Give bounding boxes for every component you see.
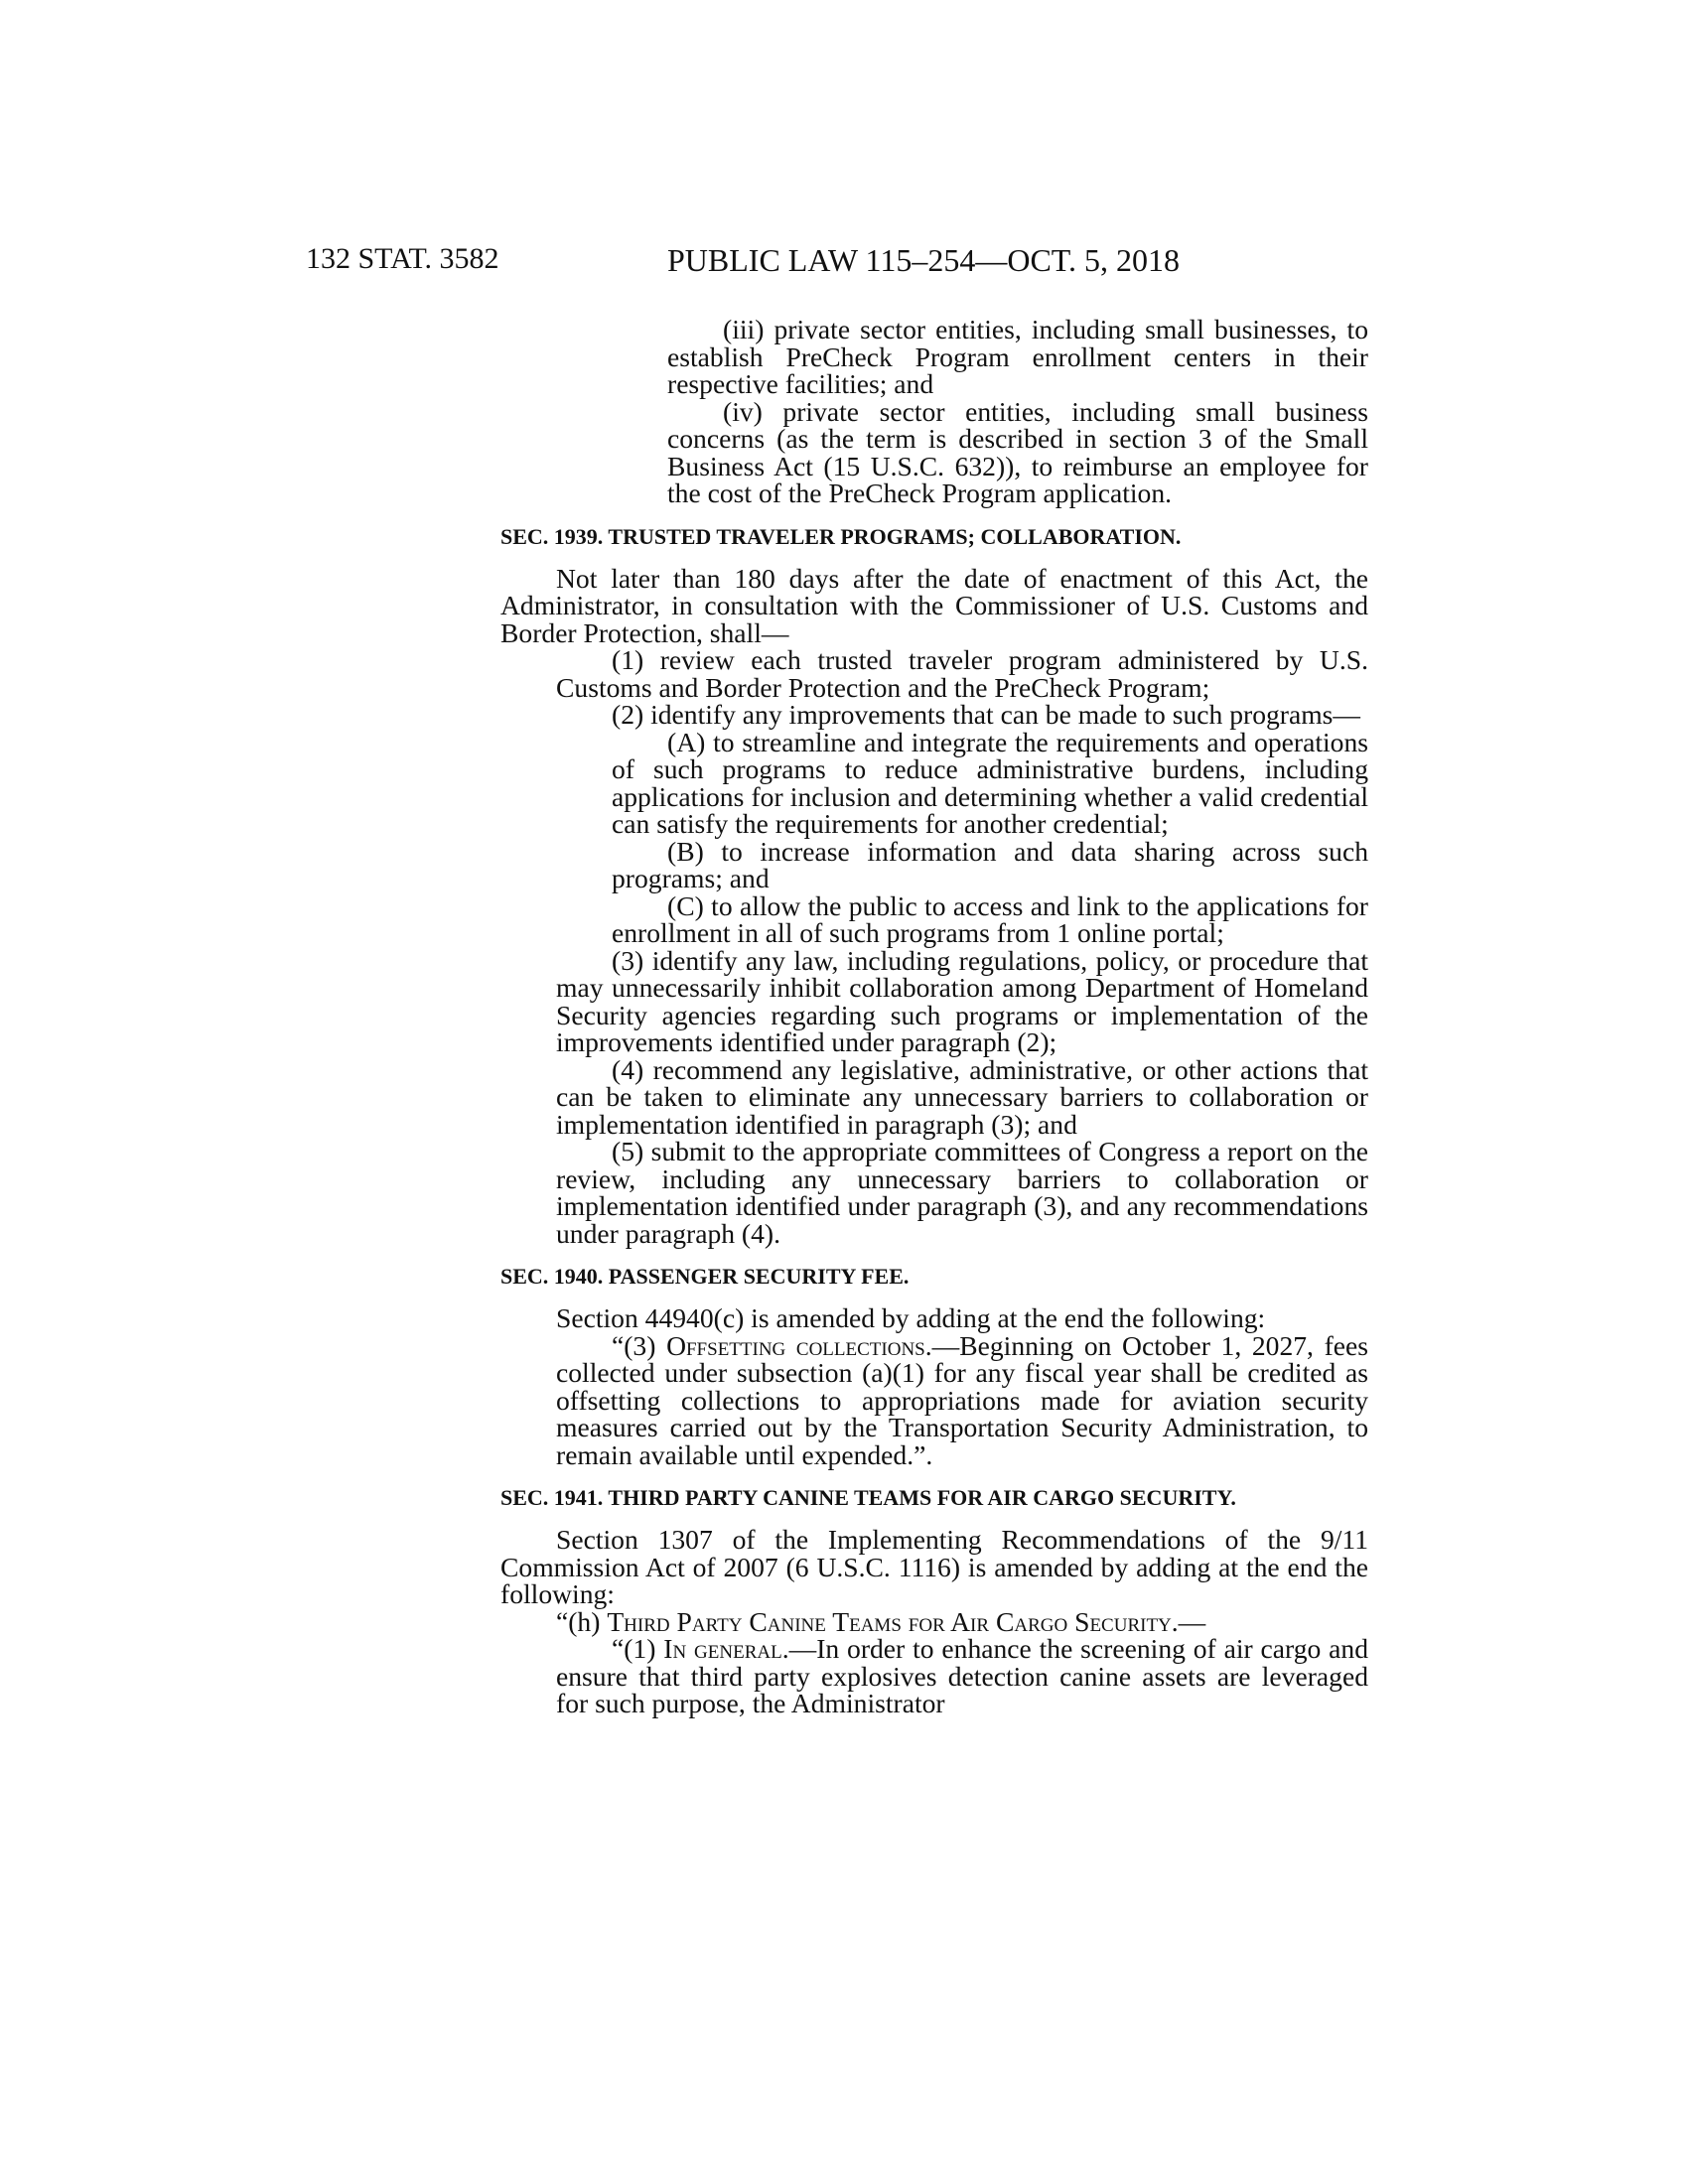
section-1939-intro: Not later than 180 days after the date of enactment of this Act, the Administrator, in consultation with the Commissioner of U.S. Customs and Border Protection, shall— [500, 562, 1368, 648]
section-1940-intro: Section 44940(c) is amended by adding at the end the following: [556, 1302, 1266, 1333]
in-general-open: “(1) [612, 1633, 664, 1664]
offsetting-collections-heading: Offsetting collections [666, 1329, 925, 1361]
paragraph-1: (1) review each trusted traveler program administered by U.S. Customs and Border Protection and the PreCheck Program; [556, 644, 1368, 703]
subsection-h [500, 1605, 1368, 1637]
paragraph-5: (5) submit to the appropriate committees of Congress a report on the review, including any unnecessary barriers to collaboration or implementation identified under paragraph (3), and any recommendations under paragraph (4). [556, 1136, 1368, 1249]
subparagraph-b: (B) to increase information and data sharing across such programs; and [612, 835, 1368, 893]
subsection-h-heading: Third Party Canine Teams for Air Cargo Security [607, 1605, 1172, 1637]
law-title: PUBLIC LAW 115–254—OCT. 5, 2018 [667, 242, 1180, 278]
offsetting-collections-paragraph [500, 1329, 1368, 1470]
subsection-h-end: .— [1171, 1605, 1206, 1637]
quote-open: “(3) [612, 1329, 667, 1361]
section-1941-intro: Section 1307 of the Implementing Recommendations of the 9/11 Commission Act of 2007 (6 U.S.C. 1116) is amended by adding at the end the following: [500, 1524, 1368, 1609]
paragraph-2: (2) identify any improvements that can be made to such programs— [612, 699, 1361, 730]
paragraph-3: (3) identify any law, including regulations, policy, or procedure that may unnecessarily inhibit collaboration among Department of Homeland Security agencies regarding such programs or implementation of the improvements identified under paragraph (2); [556, 944, 1368, 1057]
in-general-text: .—In order to enhance the screening of air cargo and ensure that third party explosives detection canine assets are leveraged for such purpose, the Administrator [556, 1633, 1369, 1718]
document-body [500, 316, 1368, 1717]
page-header [0, 242, 1688, 282]
subparagraph-c: (C) to allow the public to access and link to the applications for enrollment in all of such programs from 1 online portal; [612, 889, 1368, 948]
section-1939-heading: SEC. 1939. TRUSTED TRAVELER PROGRAMS; COLLABORATION. [500, 523, 1182, 549]
clause-iv: (iv) private sector entities, including small business concerns (as the term is described in section 3 of the Small Business Act (15 U.S.C. 632)), to reimburse an employee for the cost of the PreCheck Program application. [667, 395, 1368, 508]
section-1940-heading: SEC. 1940. PASSENGER SECURITY FEE. [500, 1264, 910, 1289]
paragraph-4: (4) recommend any legislative, administrative, or other actions that can be taken to eliminate any unnecessary barriers to collaboration or implementation identified in paragraph (3); and [556, 1053, 1368, 1140]
section-1941-heading: SEC. 1941. THIRD PARTY CANINE TEAMS FOR AIR CARGO SECURITY. [500, 1485, 1236, 1510]
subsection-h-open: “(h) [556, 1605, 608, 1637]
subparagraph-a: (A) to streamline and integrate the requirements and operations of such programs to reduce administrative burdens, including applications for inclusion and determining whether a valid credential can satisfy the requirements for another credential; [612, 726, 1368, 839]
clause-iii: (iii) private sector entities, including small businesses, to establish PreCheck Program enrollment centers in their respective facilities; and [667, 314, 1368, 399]
stat-citation: 132 STAT. 3582 [306, 242, 499, 275]
in-general-paragraph [500, 1635, 1368, 1717]
offsetting-collections-text: .—Beginning on October 1, 2027, fees collected under subsection (a)(1) for any fiscal year shall be credited as offsetting collections to appropriations made for aviation security measures carried out by the Transportation Security Administration, to remain available until expended.”. [556, 1329, 1368, 1470]
in-general-heading: In general [663, 1633, 782, 1664]
